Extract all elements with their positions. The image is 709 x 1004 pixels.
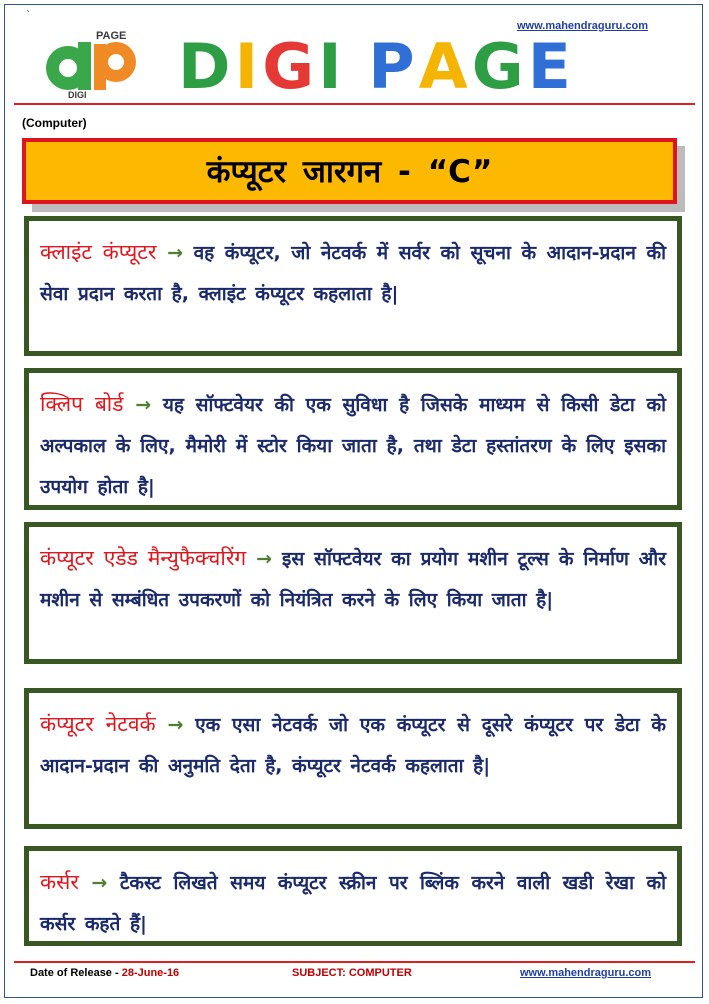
term-label: कंप्यूटर नेटवर्क	[40, 712, 156, 736]
footer-rule	[14, 961, 695, 963]
title-letter: A	[418, 30, 472, 103]
definition-text: एक एसा नेटवर्क जो एक कंप्यूटर से दूसरे कंप्यूटर पर डेटा के आदान-प्रदान की अनुमति देता है, कंप्यूटर नेटवर्क कहलाता है|	[40, 714, 666, 777]
definition-paragraph	[40, 384, 666, 508]
arrow-icon: →	[167, 242, 183, 264]
definition-card	[24, 846, 682, 946]
definition-card	[24, 688, 682, 829]
definition-card	[24, 522, 682, 664]
definition-text: टैकस्ट लिखते समय कंप्यूटर स्क्रीन पर ब्लिंक करने वाली खडी रेखा को कर्सर कहते हैं|	[40, 872, 666, 935]
term-label: क्लिप बोर्ड	[40, 392, 124, 416]
title-letter: G	[471, 30, 528, 103]
title-letter: D	[178, 30, 235, 103]
term-label: क्लाइंट कंप्यूटर	[40, 240, 157, 264]
definition-card	[24, 216, 682, 356]
definition-card	[24, 368, 682, 510]
title-letter: E	[527, 30, 575, 103]
release-info	[30, 967, 179, 979]
definition-text: इस सॉफ्टवेयर का प्रयोग मशीन टूल्स के निर्माण और मशीन से सम्बंधित उपकरणों को नियंत्रित करने के लिए किया जाता है|	[40, 548, 666, 611]
banner-title: कंप्यूटर जारगन - “C”	[206, 154, 493, 190]
definition-paragraph	[40, 704, 666, 787]
digi-page-title	[178, 30, 575, 103]
header-website-link[interactable]: www.mahendraguru.com	[517, 20, 649, 32]
term-label: कर्सर	[40, 870, 79, 894]
digi-page-logo	[38, 28, 142, 100]
arrow-icon: →	[135, 394, 152, 416]
title-letter	[346, 36, 368, 98]
term-label: कंप्यूटर एडेड मैन्युफैक्चरिंग	[40, 546, 247, 570]
definition-text: वह कंप्यूटर, जो नेटवर्क में सर्वर को सूचना के आदान-प्रदान की सेवा प्रदान करता है, क्लाइंट कंप्यूटर कहलाता है|	[40, 242, 666, 305]
title-letter: P	[368, 30, 419, 103]
title-letter: I	[234, 30, 263, 103]
release-label: Date of Release -	[30, 967, 122, 979]
definition-paragraph	[40, 232, 666, 315]
logo-bottom-text: DIGI	[68, 90, 87, 100]
subject-tag: (Computer)	[22, 116, 87, 130]
arrow-icon: →	[256, 548, 273, 570]
release-date: 28-June-16	[121, 967, 180, 979]
title-letter: G	[262, 30, 319, 103]
footer-website-link[interactable]: www.mahendraguru.com	[520, 967, 652, 979]
topic-banner	[22, 138, 677, 204]
arrow-icon: →	[91, 872, 108, 894]
definition-paragraph	[40, 862, 666, 945]
definition-paragraph	[40, 538, 666, 621]
logo-top-text: PAGE	[96, 30, 127, 42]
arrow-icon: →	[167, 714, 184, 736]
header-rule	[14, 103, 695, 105]
footer-subject: SUBJECT: COMPUTER	[292, 967, 412, 979]
definition-text: यह सॉफ्टवेयर की एक सुविधा है जिसके माध्यम से किसी डेटा को अल्पकाल के लिए, मैमोरी में स्टोर किया जाता है, तथा डेटा हस्तांतरण के लिए इसका उपयोग होता है|	[40, 394, 667, 498]
title-letter: I	[318, 30, 346, 103]
tick-mark: `	[26, 10, 31, 21]
